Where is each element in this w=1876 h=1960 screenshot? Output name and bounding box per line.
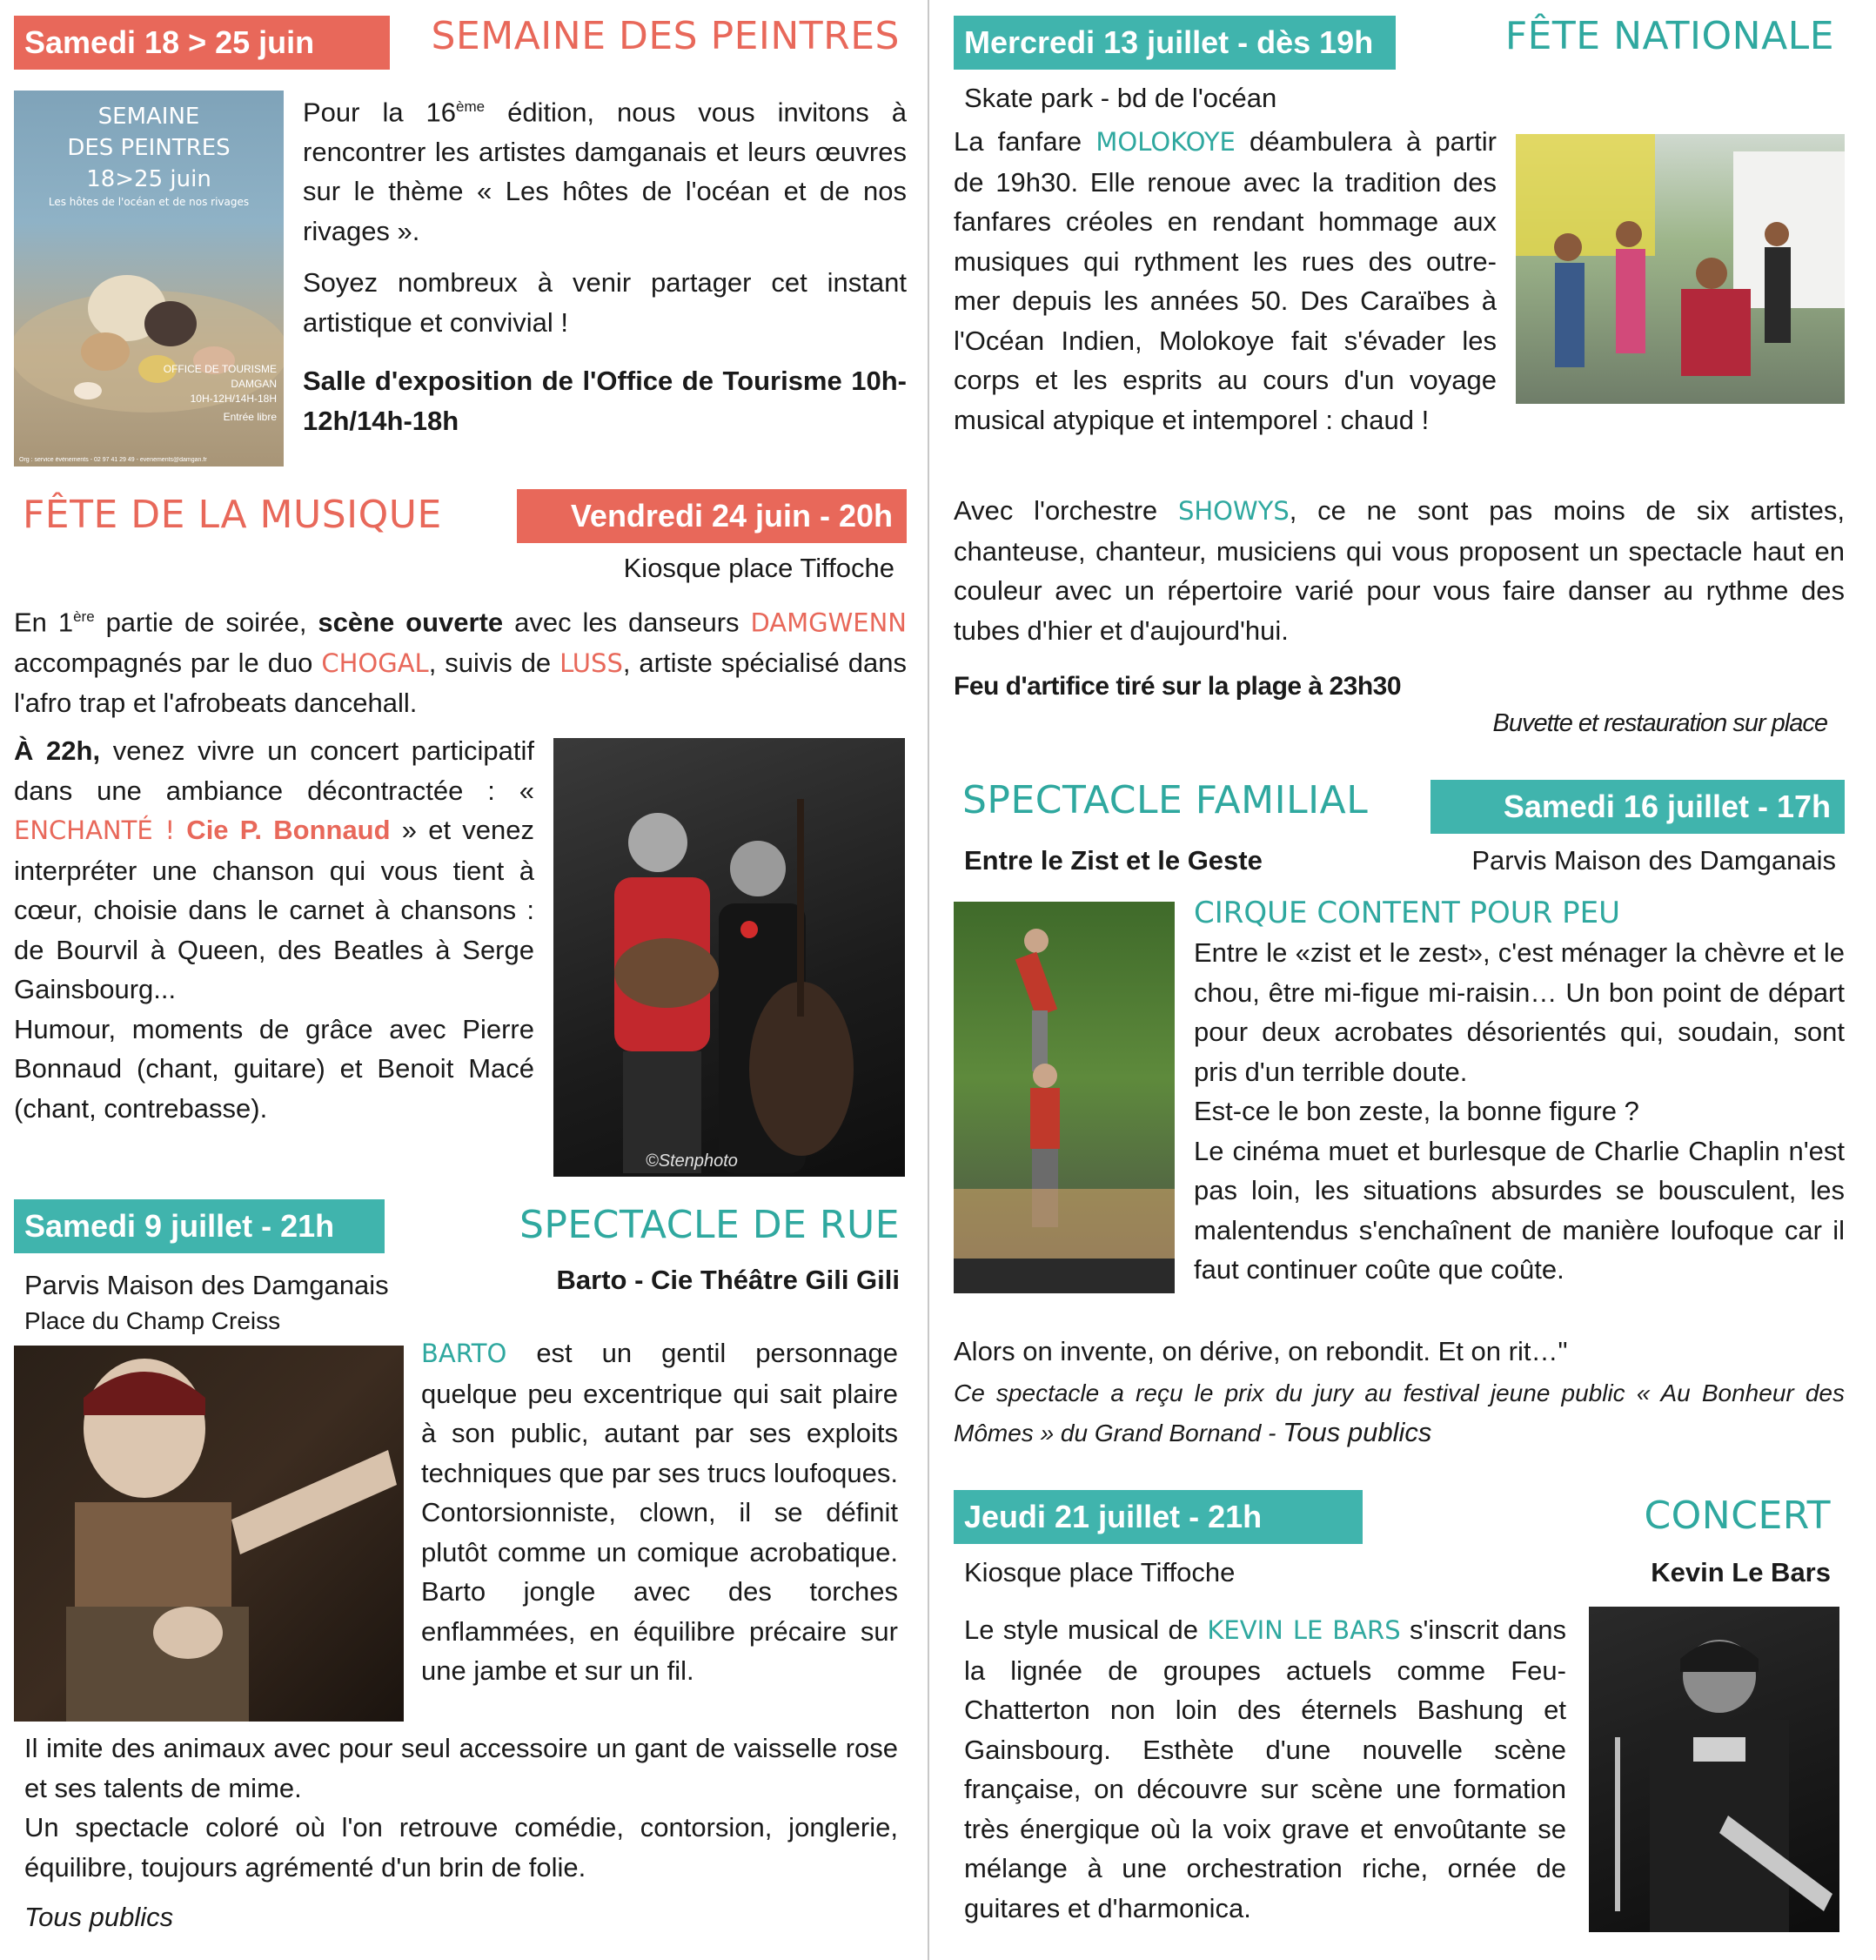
poster-title1: SEMAINE <box>97 104 200 130</box>
familial-p2: Est-ce le bon zeste, la bonne figure ? <box>1194 1096 1639 1126</box>
peintres-poster <box>14 91 284 467</box>
keyword-kevin-le-bars: KEVIN LE BARS <box>1207 1615 1401 1645</box>
peintres-date-badge: Samedi 18 > 25 juin <box>14 16 390 70</box>
keyword-enchante: ENCHANTÉ ! <box>14 816 176 845</box>
musique-p3: Humour, moments de grâce avec Pierre Bonnaud (chant, guitare) et Benoit Macé (chant, contrebasse). <box>14 1013 534 1124</box>
nationale-p1: La fanfare MOLOKOYE déambulera à partir de 19h30. Elle renoue avec la tradition des fanfares créoles en rendant hommage aux musiques qui rythment les rues des outre-mer depuis les années 50. Des Caraïbes à l'Océan Indien, Molokoye fait s'évader les corps et les esprits au cours d'un voyage musical atypique et intemporel : chaud ! <box>954 126 1497 435</box>
familial-title: SPECTACLE FAMILIAL <box>962 778 1369 822</box>
nationale-p2: Avec l'orchestre SHOWYS, ce ne sont pas moins de six artistes, chanteuse, chanteur, musiciens qui vous proposent un spectacle haut en couleur avec un répertoire varié pour vous faire danser au rythme des tubes d'hier et d'aujourd'hui. <box>954 495 1845 646</box>
rue-p4: Tous publics <box>24 1902 174 1932</box>
musique-date-badge: Vendredi 24 juin - 20h <box>517 489 907 543</box>
rue-date-badge: Samedi 9 juillet - 21h <box>14 1199 385 1253</box>
rue-p3: Un spectacle coloré où l'on retrouve comédie, contorsion, jonglerie, équilibre, toujours agrémenté d'un brin de folie. <box>24 1812 898 1883</box>
poster-office1: OFFICE DE TOURISME <box>163 363 277 375</box>
concert-date-badge: Jeudi 21 juillet - 21h <box>954 1490 1363 1544</box>
concert-photo <box>1589 1607 1839 1932</box>
column-divider <box>928 0 929 1960</box>
rue-title: SPECTACLE DE RUE <box>519 1203 900 1247</box>
musique-p1: En 1ère partie de soirée, scène ouverte avec les danseurs DAMGWENN accompagnés par le duo CHOGAL, suivis de LUSS, artiste spécialisé dans l'afro trap et l'afrobeats dancehall. <box>14 607 907 719</box>
rue-p1: BARTO est un gentil personnage quelque peu excentrique qui sait plaire à son public, autant par ses exploits techniques que par ses trucs loufoques. Contorsionniste, clown, il se définit plutôt comme un comique acrobatique. Barto jongle avec des torches enflammées, en équilibre précaire sur une jambe et sur un fil. <box>421 1338 899 1686</box>
peintres-p1: Pour la 16ème édition, nous vous invitons à rencontrer les artistes damganais et leurs œuvres sur le thème « Les hôtes de l'océan et de nos rivages ». <box>303 97 907 246</box>
fanfare-illustration <box>1516 134 1845 404</box>
nationale-photo <box>1516 134 1845 404</box>
familial-p4: Alors on invente, on dérive, on rebondit. Et on rit…" Ce spectacle a reçu le prix du jury au festival jeune public « Au Bonheur des Mômes » du Grand Bornand - Tous publics <box>954 1332 1845 1453</box>
familial-place: Parvis Maison des Damganais <box>1471 845 1836 876</box>
familial-p5: Ce spectacle a reçu le prix du jury au festival jeune public « Au Bonheur des Mômes » du Grand Bornand - Tous publics <box>954 1379 1845 1447</box>
poster-subtitle: Les hôtes de l'océan et de nos rivages <box>48 196 250 208</box>
keyword-luss: LUSS <box>559 648 623 678</box>
acrobats-illustration <box>954 902 1175 1293</box>
nationale-p4: Buvette et restauration sur place <box>1492 709 1827 737</box>
musique-place: Kiosque place Tiffoche <box>623 553 894 583</box>
musicians-illustration <box>553 738 905 1177</box>
rue-subtitle: Barto - Cie Théâtre Gili Gili <box>556 1265 900 1295</box>
familial-photo <box>954 902 1175 1293</box>
peintres-p3: Salle d'exposition de l'Office de Tourisme 10h-12h/14h-18h <box>303 366 907 436</box>
poster-hours: 10H-12H/14H-18H <box>190 393 277 405</box>
concert-title: CONCERT <box>1644 1493 1831 1538</box>
keyword-barto: BARTO <box>421 1339 507 1368</box>
familial-text <box>1194 933 1845 1290</box>
keyword-cirque: CIRQUE CONTENT POUR PEU <box>1194 896 1620 930</box>
poster-office2: DAMGAN <box>231 378 277 390</box>
nationale-title: FÊTE NATIONALE <box>1504 14 1834 58</box>
nationale-p3: Feu d'artifice tiré sur la plage à 23h30 <box>954 672 1402 701</box>
poster-entry: Entrée libre <box>223 411 277 423</box>
nationale-date-badge: Mercredi 13 juillet - dès 19h <box>954 16 1396 70</box>
familial-p1: Entre le «zist et le zest», c'est ménager la chèvre et le chou, être mi-figue mi-raisin… Un bon point de départ pour deux acrobates désorientés qui, soudain, sont pris d'un terrible doute. <box>1194 937 1845 1087</box>
familial-date-badge: Samedi 16 juillet - 17h <box>1430 780 1845 834</box>
poster-footer: Org : service événements - 02 97 41 29 49 - evenements@damgan.fr <box>19 457 207 463</box>
rue-p2: Il imite des animaux avec pour seul accessoire un gant de vaisselle rose et ses talents de mime. Un spectacle coloré où l'on retrouve comédie, contorsion, jonglerie, équilibre, toujours agrémenté d'un brin de folie. Tous publics <box>24 1728 898 1937</box>
poster-title2: DES PEINTRES <box>67 135 231 161</box>
poster-dates: 18>25 juin <box>86 166 211 192</box>
rue-place2: Place du Champ Creiss <box>24 1307 281 1334</box>
rue-place: Parvis Maison des Damganais <box>24 1270 389 1300</box>
keyword-showys: SHOWYS <box>1177 496 1290 526</box>
photo-credit: ©Stenphoto <box>646 1151 738 1171</box>
keyword-molokoye: MOLOKOYE <box>1095 127 1236 157</box>
peintres-title: SEMAINE DES PEINTRES <box>431 14 900 58</box>
peintres-text <box>303 87 907 440</box>
singer-illustration <box>1589 1607 1839 1932</box>
nationale-place: Skate park - bd de l'océan <box>964 83 1277 113</box>
concert-place: Kiosque place Tiffoche <box>964 1557 1236 1587</box>
keyword-chogal: CHOGAL <box>321 648 429 678</box>
rue-photo <box>14 1346 404 1722</box>
musique-p2: À 22h, venez vivre un concert participatif dans une ambiance décontractée : « ENCHANTÉ ! Cie P. Bonnaud » et venez interpréter une chanson qui vous tient à cœur, choisie dans le carnet à chansons : de Bourvil à Queen, des Beatles à Serge Gainsbourg... Humour, moments de grâce avec Pierre Bonnaud (chant, guitare) et Benoit Macé (chant, contrebasse). <box>14 731 534 1128</box>
concert-text: Le style musical de KEVIN LE BARS s'inscrit dans la lignée de groupes actuels comme Feu-Chatterton non loin des éternels Bashung et Gainsbourg. Esthète d'une nouvelle scène française, on découvre sur scène une formation très énergique où la voix grave et envoûtante se mélange à une orchestration riche, ornée de guitares et d'harmonica. <box>964 1614 1567 1923</box>
concert-subtitle: Kevin Le Bars <box>1651 1557 1831 1587</box>
clown-illustration <box>14 1346 404 1722</box>
keyword-damgwenn: DAMGWENN <box>750 607 907 638</box>
peintres-p2: Soyez nombreux à venir partager cet instant artistique et convivial ! <box>303 267 907 338</box>
familial-subtitle: Entre le Zist et le Geste <box>964 845 1263 876</box>
musique-title: FÊTE DE LA MUSIQUE <box>23 493 442 537</box>
familial-p3: Le cinéma muet et burlesque de Charlie Chaplin n'est pas loin, les situations absurdes se bousculent, les malentendus s'enchaînent de manière loufoque car il faut continuer coûte que coûte. <box>1194 1135 1845 1285</box>
musique-photo <box>553 738 905 1177</box>
